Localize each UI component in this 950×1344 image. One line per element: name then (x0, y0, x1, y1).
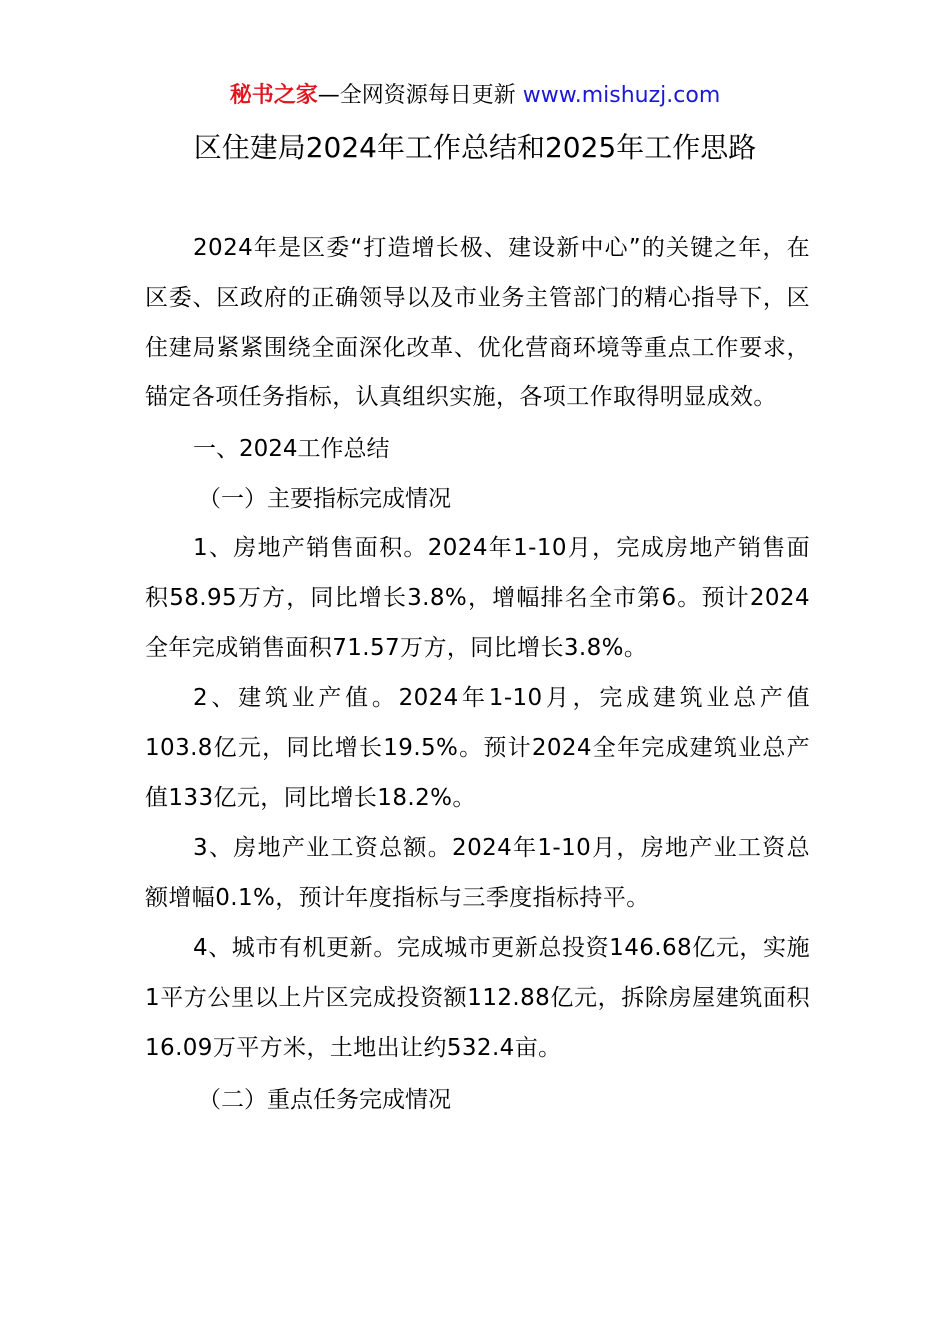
item-wage-total: 3、房地产业工资总额。2024年1-10月，房地产业工资总额增幅0.1%，预计年度指标与三季度指标持平。 (145, 835, 810, 911)
document-title: 区住建局2024年工作总结和2025年工作思路 (193, 131, 757, 164)
site-url-link[interactable]: www.mishuzj.com (522, 83, 721, 108)
subsection-heading-indicators: （一）主要指标完成情况 (198, 485, 451, 512)
brand-name: 秘书之家 (229, 83, 318, 108)
banner-tagline: —全网资源每日更新 (317, 83, 523, 108)
section-heading-summary: 一、2024工作总结 (193, 435, 390, 462)
item-construction-output: 2、建筑业产值。2024年1-10月，完成建筑业总产值103.8亿元，同比增长19.5%。预计2024全年完成建筑业总产值133亿元，同比增长18.2%。 (145, 685, 810, 811)
intro-paragraph: 2024年是区委“打造增长极、建设新中心”的关键之年，在区委、区政府的正确领导以及市业务主管部门的精心指导下，区住建局紧紧围绕全面深化改革、优化营商环境等重点工作要求，锚定各项任务指标，认真组织实施，各项工作取得明显成效。 (145, 235, 810, 411)
item-sales-area: 1、房地产销售面积。2024年1-10月，完成房地产销售面积58.95万方，同比增长3.8%，增幅排名全市第6。预计2024全年完成销售面积71.57万方，同比增长3.8%。 (145, 534, 810, 661)
item-urban-renewal: 4、城市有机更新。完成城市更新总投资146.68亿元，实施1平方公里以上片区完成投资额112.88亿元，拆除房屋建筑面积16.09万平方米，土地出让约532.4亩。 (145, 935, 810, 1062)
site-banner (0, 82, 950, 110)
document-body (145, 224, 810, 1125)
subsection-heading-key-tasks: （二）重点任务完成情况 (198, 1086, 451, 1113)
